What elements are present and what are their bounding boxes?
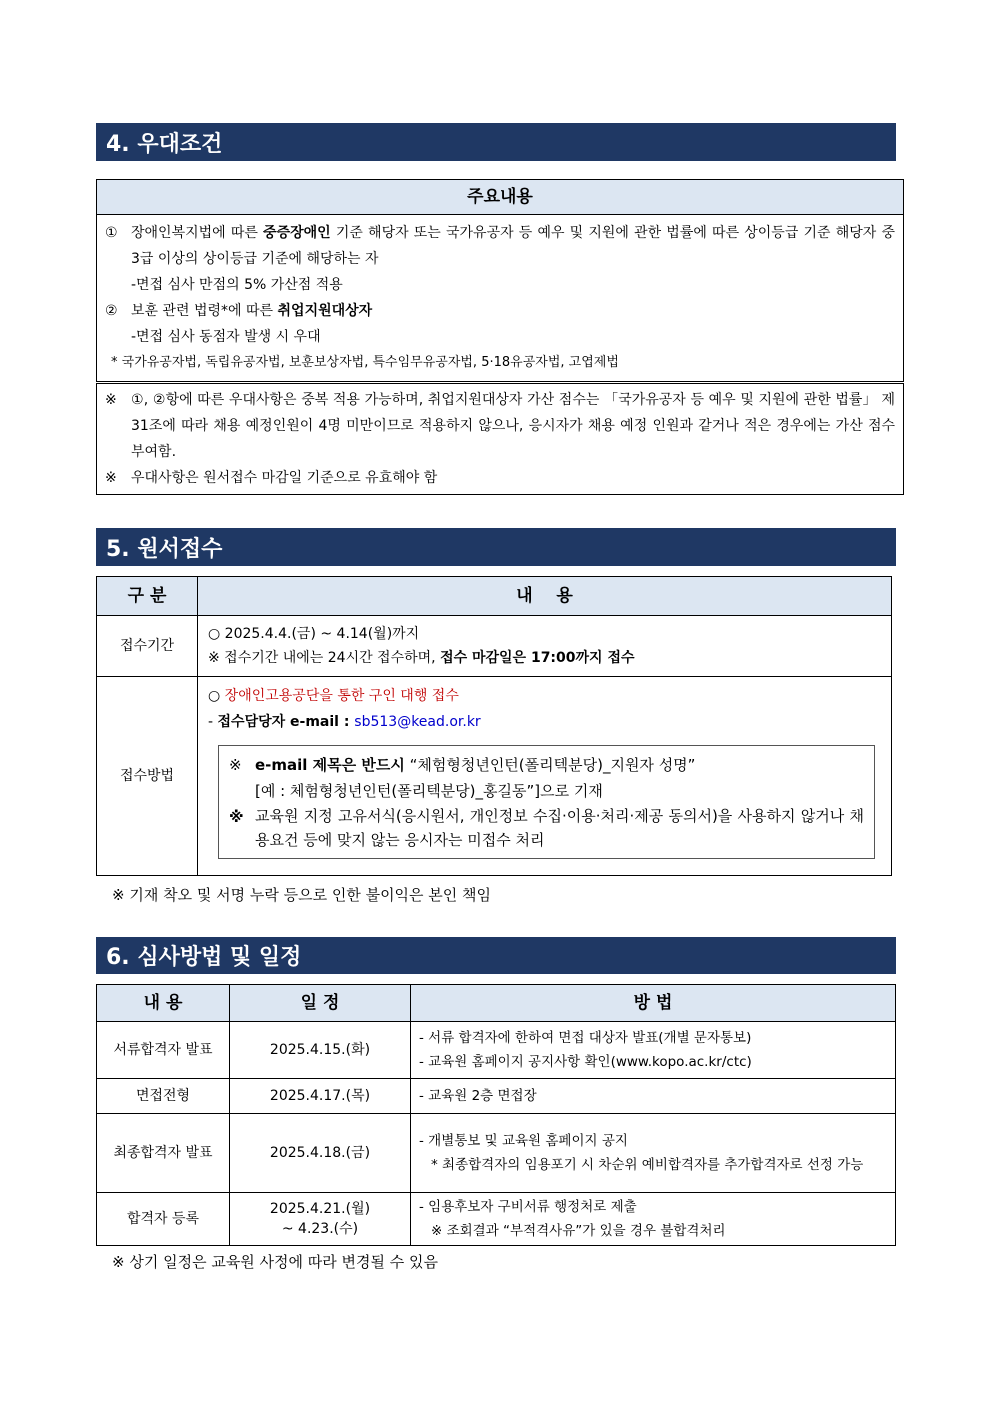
note-1-text: ①, ②항에 따른 우대사항은 중복 적용 가능하며, 취업지원대상자 가산 점수는 「국가유공자 등 예우 및 지원에 관한 법률」 제31조에 따라 채용 예정인원이 4명 미만이므로 적용하지 않으나, 응시자가 채용 예정 인원과 같거나 적은 경우에는 가산 점수 부여함.: [131, 392, 895, 460]
item-1-mark: ①: [105, 225, 118, 241]
schedule-header-method: 방 법: [411, 985, 896, 1022]
email-notice-box: [218, 745, 875, 859]
preference-notes-cell: [97, 383, 904, 495]
schedule-date: 2025.4.18.(금): [230, 1114, 411, 1193]
schedule-method: [411, 1022, 896, 1079]
method-line-1-text: 장애인고용공단을 통한 구인 대행 접수: [224, 688, 459, 704]
item-2-mark: ②: [105, 303, 118, 319]
method-content: [198, 677, 892, 876]
section-5-header: [96, 528, 896, 566]
schedule-method: [411, 1114, 896, 1193]
box-line-1-bold: e-mail 제목은 반드시: [255, 756, 405, 774]
method-line: - 개별통보 및 교육원 홈페이지 공지: [419, 1133, 628, 1149]
schedule-method: [411, 1193, 896, 1246]
section-6-header: [96, 937, 896, 974]
preference-footnote: * 국가유공자법, 독립유공자법, 보훈보상자법, 특수임무유공자법, 5·18유공자법, 고엽제법: [111, 355, 619, 370]
schedule-date: 2025.4.15.(화): [230, 1022, 411, 1079]
application-note: ※ 기재 착오 및 서명 누락 등으로 인한 불이익은 본인 책임: [112, 886, 492, 904]
col-category-header: 구 분: [97, 577, 198, 616]
period-line-2: [208, 646, 881, 670]
schedule-name: 면접전형: [97, 1079, 230, 1114]
method-label: 접수방법: [97, 677, 198, 876]
item-1-pre: 장애인복지법에 따른: [131, 225, 264, 241]
box-line-1: [229, 752, 864, 778]
method-line: - 교육원 홈페이지 공지사항 확인(www.kopo.ac.kr/ctc): [419, 1054, 752, 1070]
period-line-1: ○ 2025.4.4.(금) ~ 4.14(월)까지: [208, 626, 420, 642]
schedule-header-content: 내 용: [97, 985, 230, 1022]
preference-table: [96, 179, 904, 495]
method-line: - 임용후보자 구비서류 행정처로 제출: [419, 1199, 637, 1215]
schedule-name: 합격자 등록: [97, 1193, 230, 1246]
schedule-date: 2025.4.17.(목): [230, 1079, 411, 1114]
schedule-table: [96, 984, 896, 1246]
preference-item-2: [105, 298, 895, 324]
method-line-2-bold: 접수담당자 e-mail :: [217, 714, 355, 730]
schedule-method: [411, 1079, 896, 1114]
section-4-title: 4. 우대조건: [106, 131, 223, 157]
box-line-2: [예 : 체험형청년인턴(폴리텍분당)_홍길동”]으로 기재: [255, 782, 603, 800]
period-line-2-pre: ※ 접수기간 내에는 24시간 접수하며,: [208, 650, 441, 666]
method-line-1: [208, 683, 891, 709]
schedule-name: 최종합격자 발표: [97, 1114, 230, 1193]
schedule-note: ※ 상기 일정은 교육원 사정에 따라 변경될 수 있음: [112, 1253, 439, 1271]
box-line-1-rest: “체험형청년인턴(폴리텍분당)_지원자 성명”: [404, 756, 696, 774]
preference-item-1-sub: -면접 심사 만점의 5% 가산점 적용: [131, 277, 343, 293]
box-line-3: [229, 804, 864, 852]
period-content: [198, 616, 892, 677]
col-content-header: 내 용: [198, 577, 892, 616]
method-line: ※ 조회결과 “부적격사유”가 있을 경우 불합격처리: [431, 1223, 726, 1239]
method-line: - 교육원 2층 면접장: [419, 1088, 537, 1104]
method-line-1-mark: ○: [208, 688, 225, 704]
section-5-title: 5. 원서접수: [106, 536, 223, 562]
schedule-name: 서류합격자 발표: [97, 1022, 230, 1079]
period-label: 접수기간: [97, 616, 198, 677]
section-6-title: 6. 심사방법 및 일정: [106, 945, 302, 970]
period-line-2-bold: 접수 마감일은 17:00까지 접수: [440, 650, 635, 666]
method-line-2-pre: -: [208, 714, 218, 730]
preference-item-1: [105, 220, 895, 272]
schedule-row: [97, 1022, 896, 1079]
preference-table-header: 주요내용: [97, 180, 904, 215]
box-line-3-text: 교육원 지정 고유서식(응시원서, 개인정보 수집·이용·처리·제공 동의서)을 사용하지 않거나 채용요건 등에 맞지 않는 응시자는 미접수 처리: [255, 807, 864, 849]
box-line-1-mark: ※: [229, 756, 242, 774]
item-1-bold: 중증장애인: [263, 225, 331, 241]
schedule-row: [97, 1079, 896, 1114]
method-line-2: [208, 709, 891, 735]
section-4-header: [96, 123, 896, 161]
schedule-date: 2025.4.21.(월) ~ 4.23.(수): [230, 1193, 411, 1246]
preference-note-1: [105, 387, 895, 465]
note-2-text: 우대사항은 원서접수 마감일 기준으로 유효해야 함: [131, 470, 438, 486]
schedule-header-date: 일 정: [230, 985, 411, 1022]
note-1-mark: ※: [105, 392, 117, 408]
item-1-post: 기준 해당자 또는 국가유공자 등 예우 및 지원에 관한 법률에 따른 상이등급 기준 해당자 중 3급 이상의 상이등급 기준에 해당하는 자: [131, 225, 895, 267]
preference-note-2: [105, 465, 895, 491]
schedule-row: [97, 1193, 896, 1246]
preference-item-2-sub: -면접 심사 동점자 발생 시 우대: [131, 329, 321, 345]
preference-items-cell: [97, 215, 904, 383]
schedule-row: [97, 1114, 896, 1193]
note-2-mark: ※: [105, 470, 117, 486]
box-line-3-mark: ※: [229, 808, 244, 826]
application-table: [96, 576, 892, 876]
item-2-pre: 보훈 관련 법령*에 따른: [131, 303, 278, 319]
item-2-bold: 취업지원대상자: [277, 303, 373, 319]
contact-email-link[interactable]: sb513@kead.or.kr: [354, 714, 481, 730]
method-line: * 최종합격자의 임용포기 시 차순위 예비합격자를 추가합격자로 선정 가능: [431, 1157, 864, 1173]
method-line: - 서류 합격자에 한하여 면접 대상자 발표(개별 문자통보): [419, 1030, 752, 1046]
